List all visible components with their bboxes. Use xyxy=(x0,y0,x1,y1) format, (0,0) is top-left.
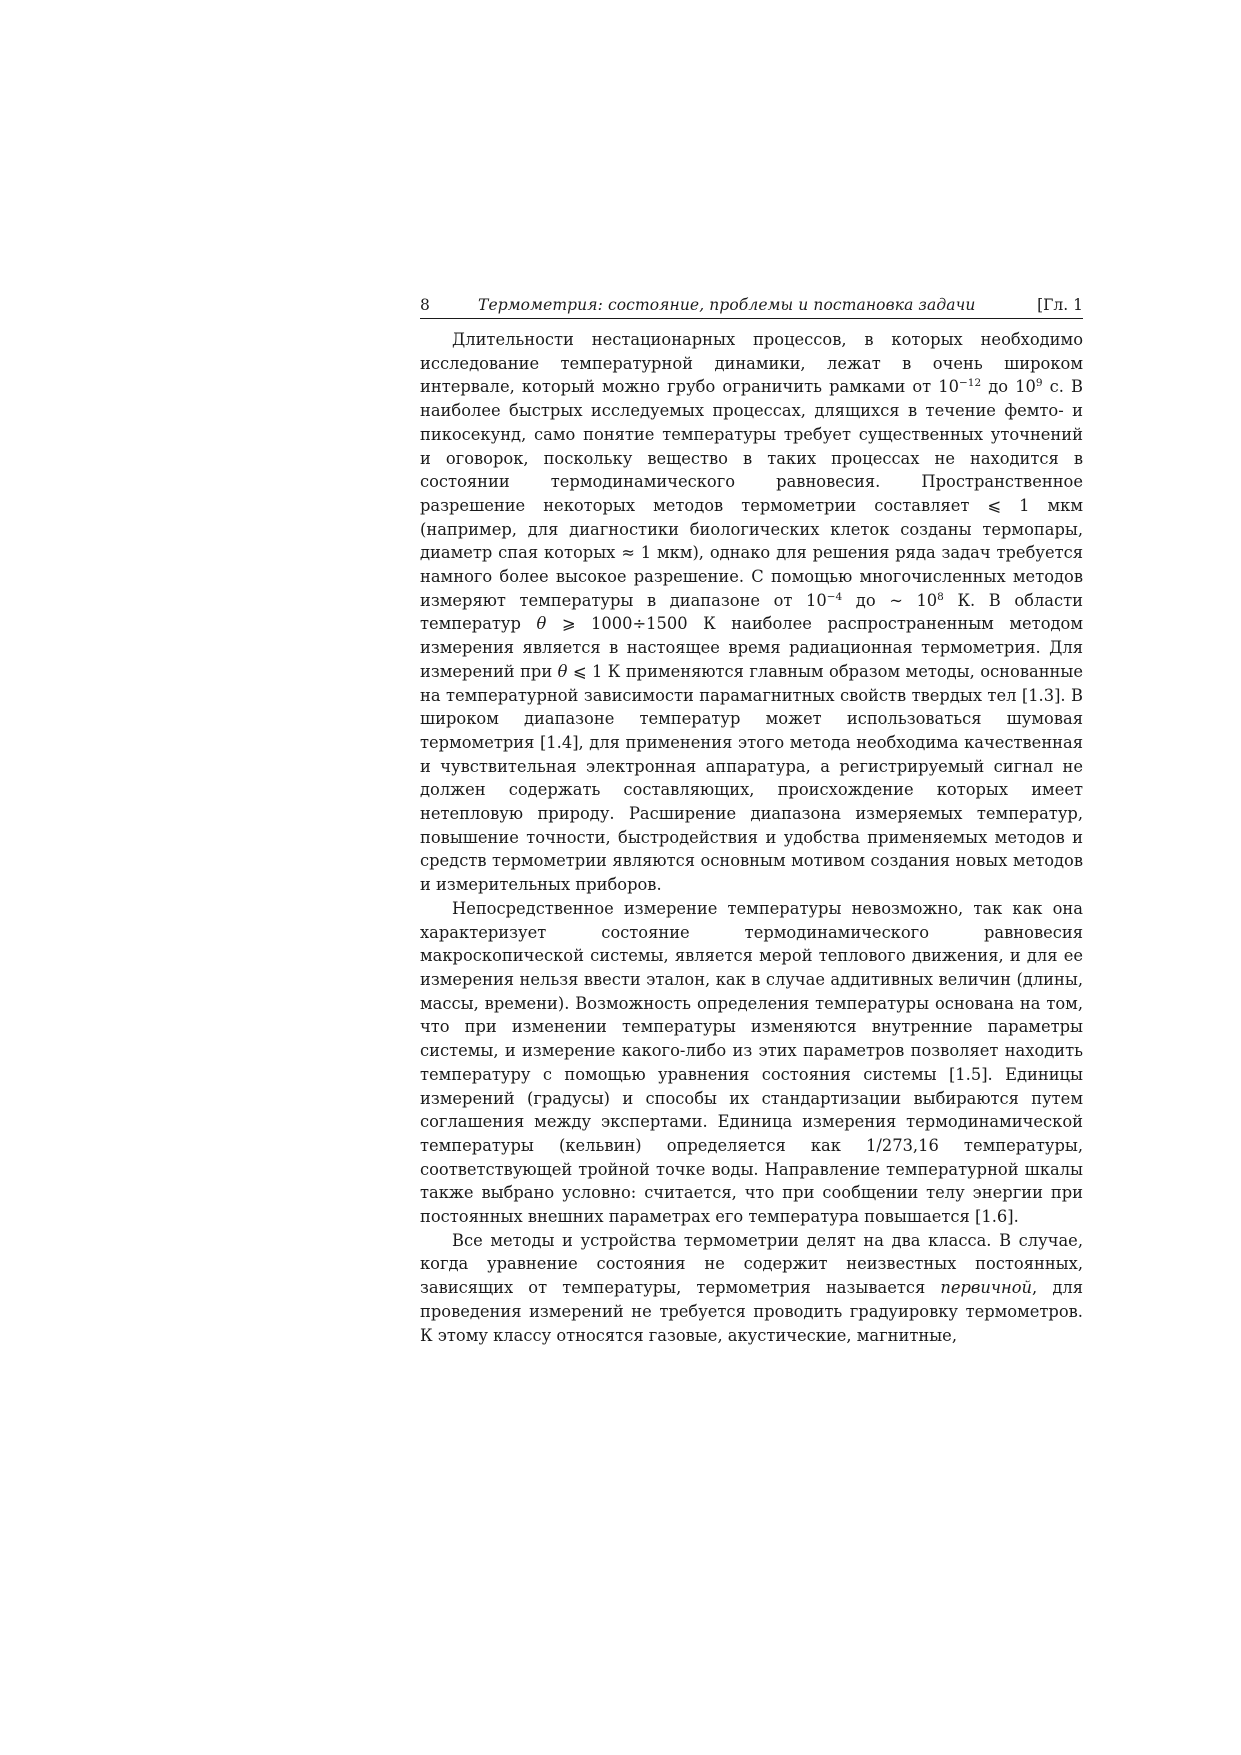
p1-exponent-3: −4 xyxy=(826,590,843,603)
page-number: 8 xyxy=(420,296,430,314)
paragraph-1 xyxy=(420,328,1083,897)
p1-text-5: К. В области температур xyxy=(420,590,1083,634)
emphasis-term: первичной xyxy=(940,1278,1033,1298)
running-title: Термометрия: состояние, проблемы и постановка задачи xyxy=(478,296,976,314)
p3-text-2: , для проведения измерений не требуется проводить градуировку термометров. К этому классу относятся газовые, акустические, магнитные, xyxy=(420,1278,1083,1345)
p3-text-1: Все методы и устройства термометрии делят на два класса. В случае, когда уравнение состояния не содержит неизвестных постоянных, зависящих от температуры, термометрия называется xyxy=(420,1230,1083,1298)
paragraph-2: Непосредственное измерение температуры невозможно, так как она характеризует состояние термодинамического равновесия макроскопической системы, является мерой теплового движения, и для ее измерения нельзя ввести эталон, как в случае аддитивных величин (длины, массы, времени). Возможность определения температуры основана на том, что при изменении температуры изменяются внутренние параметры системы, и измерение какого-либо из этих параметров позволяет находить температуру с помощью уравнения состояния системы [1.5]. Единицы измерений (градусы) и способы их стандартизации выбираются путем соглашения между экспертами. Единица измерения термодинамической температуры (кельвин) определяется как 1/273,16 температуры, соответствующей тройной точке воды. Направление температурной шкалы также выбрано условно: считается, что при сообщении телу энергии при постоянных внешних параметрах его температура повышается [1.6]. xyxy=(420,898,1083,1227)
theta-symbol: θ xyxy=(557,661,568,681)
p1-text-4: до ∼ 10 xyxy=(842,590,938,610)
p1-exponent-1: −12 xyxy=(959,377,982,390)
running-head xyxy=(420,296,1083,319)
p1-text-6: ⩾ 1000÷1500 К наиболее распространенным методом измерения является в настоящее время радиационная термометрия. Для измерений при xyxy=(420,614,1083,681)
theta-symbol: θ xyxy=(536,614,547,634)
p1-text-3: с. В наиболее быстрых исследуемых процессах, длящихся в течение фемто- и пикосекунд, само понятие температуры требует существенных уточнений и оговорок, поскольку вещество в таких процессах не находится в состоянии термодинамического равновесия. Пространственное разрешение некоторых методов термометрии составляет ⩽ 1 мкм (например, для диагностики биологических клеток созданы термопары, диаметр спая которых ≈ 1 мкм), однако для решения ряда задач требуется намного более высокое разрешение. С помощью многочисленных методов измеряют температуры в диапазоне от 10 xyxy=(420,377,1083,610)
paragraph-3 xyxy=(420,1229,1083,1348)
p1-exponent-2: 9 xyxy=(1035,377,1043,390)
page xyxy=(420,296,1083,1347)
p1-text-2: до 10 xyxy=(981,377,1036,397)
p1-text-1: Длительности нестационарных процессов, в которых необходимо исследование температурной динамики, лежат в очень широком интервале, который можно грубо ограничить рамками от 10 xyxy=(420,330,1083,397)
p1-exponent-4: 8 xyxy=(937,590,944,603)
chapter-label: [Гл. 1 xyxy=(1037,296,1083,314)
p1-text-7: ⩽ 1 К применяются главным образом методы, основанные на температурной зависимости парамагнитных свойств твердых тел [1.3]. В широком диапазоне температур может использоваться шумовая термометрия [1.4], для применения этого метода необходима качественная и чувствительная электронная аппаратура, а регистрируемый сигнал не должен содержать составляющих, происхождение которых имеет нетепловую природу. Расширение диапазона измеряемых температур, повышение точности, быстродействия и удобства применяемых методов и средств термометрии являются основным мотивом создания новых методов и измерительных приборов. xyxy=(420,661,1084,895)
body-text xyxy=(420,328,1083,1347)
